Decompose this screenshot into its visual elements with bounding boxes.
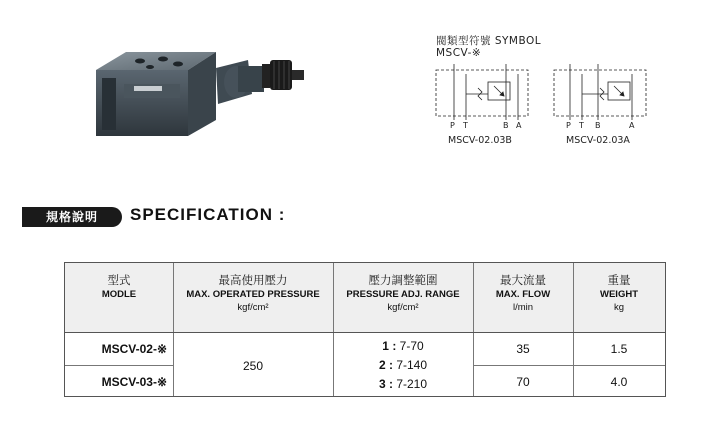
symbol-diagram-b — [436, 64, 528, 120]
header-max-flow: 最大流量 MAX. FLOW l/min — [495, 273, 551, 313]
row-model: MSCV-02-※ — [101, 342, 167, 356]
spec-badge: 規格說明 — [22, 207, 122, 227]
hydraulic-symbols — [430, 62, 670, 142]
port-label: A — [629, 121, 635, 130]
port-label: B — [595, 121, 601, 130]
spec-title: SPECIFICATION : — [130, 205, 286, 224]
pressure-range-item: 2 : 7-140 — [378, 358, 428, 372]
symbol-caption-a: MSCV-02.03A — [566, 135, 630, 146]
header-weight: 重量 WEIGHT kg — [600, 273, 638, 313]
row-weight: 4.0 — [610, 375, 628, 389]
row-model: MSCV-03-※ — [101, 375, 167, 389]
header-model: 型式 MODLE — [101, 273, 137, 300]
symbol-caption-b: MSCV-02.03B — [448, 135, 512, 146]
port-label: B — [503, 121, 509, 130]
symbol-diagram-a — [554, 64, 646, 120]
symbol-title: 閥類型符號 SYMBOL — [436, 35, 542, 47]
row-flow: 35 — [516, 342, 530, 356]
row-flow: 70 — [516, 375, 530, 389]
spec-table — [64, 262, 666, 397]
port-label: T — [579, 121, 584, 130]
pressure-range-item: 3 : 7-210 — [378, 377, 428, 391]
max-pressure-value: 250 — [242, 359, 264, 373]
pressure-range-item: 1 : 7-70 — [382, 339, 424, 353]
port-label: A — [516, 121, 522, 130]
port-label: P — [566, 121, 571, 130]
symbol-model: MSCV-※ — [436, 47, 482, 59]
header-pressure-range: 壓力調整範圍 PRESSURE ADJ. RANGE kgf/cm² — [346, 273, 460, 313]
row-weight: 1.5 — [610, 342, 628, 356]
valve-product-photo — [88, 40, 310, 140]
port-label: P — [450, 121, 455, 130]
port-label: T — [463, 121, 468, 130]
header-max-pressure: 最高使用壓力 MAX. OPERATED PRESSURE kgf/cm² — [186, 273, 320, 313]
